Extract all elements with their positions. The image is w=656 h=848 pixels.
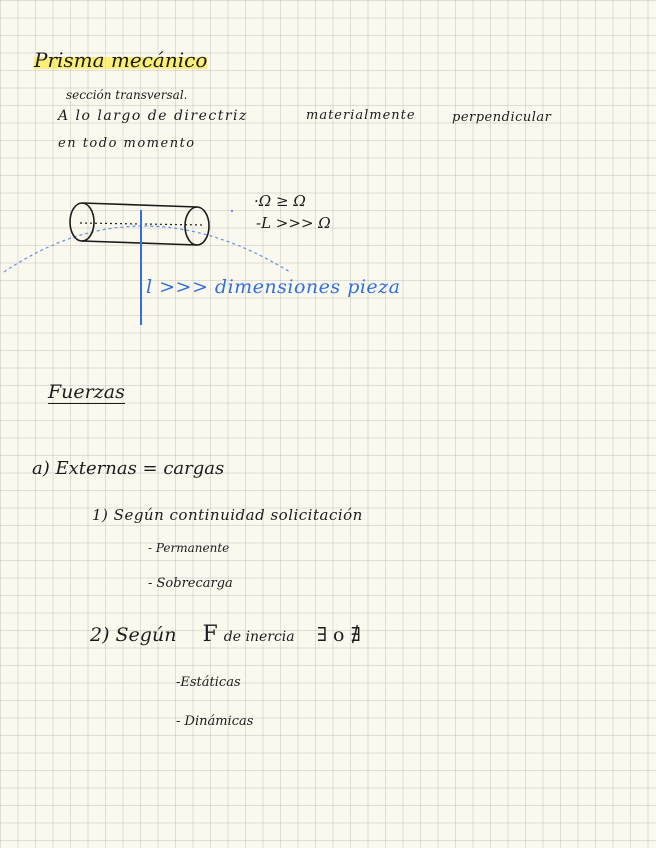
item-1-overload: - Sobrecarga — [148, 576, 233, 591]
text-line-perpendicular: perpendicular — [452, 110, 552, 125]
item-a-external: a) Externas = cargas — [32, 458, 225, 479]
section-heading-fuerzas: Fuerzas — [48, 381, 125, 403]
diagram-label-area: ·Ω ≥ Ω — [254, 192, 306, 210]
text-line-section: sección transversal. — [66, 88, 188, 102]
diagram-label-dimension: l >>> dimensiones pieza — [146, 276, 401, 298]
item-1-continuity: 1) Según continuidad solicitación — [92, 506, 363, 524]
item-2-dynamic: - Dinámicas — [176, 714, 254, 729]
item-1-permanent: - Permanente — [148, 541, 230, 555]
item-2-static: -Estáticas — [176, 675, 241, 690]
text-line-materially: materialmente — [306, 108, 416, 123]
item-2-inertia: 2) Según F de inercia ∃ o ∄ — [90, 622, 361, 647]
page-title: Prisma mecánico — [34, 48, 208, 72]
text-line-directrix: A lo largo de directriz — [58, 108, 248, 124]
diagram-label-length: -L >>> Ω — [256, 214, 331, 232]
text-line-moment: en todo momento — [58, 136, 196, 151]
